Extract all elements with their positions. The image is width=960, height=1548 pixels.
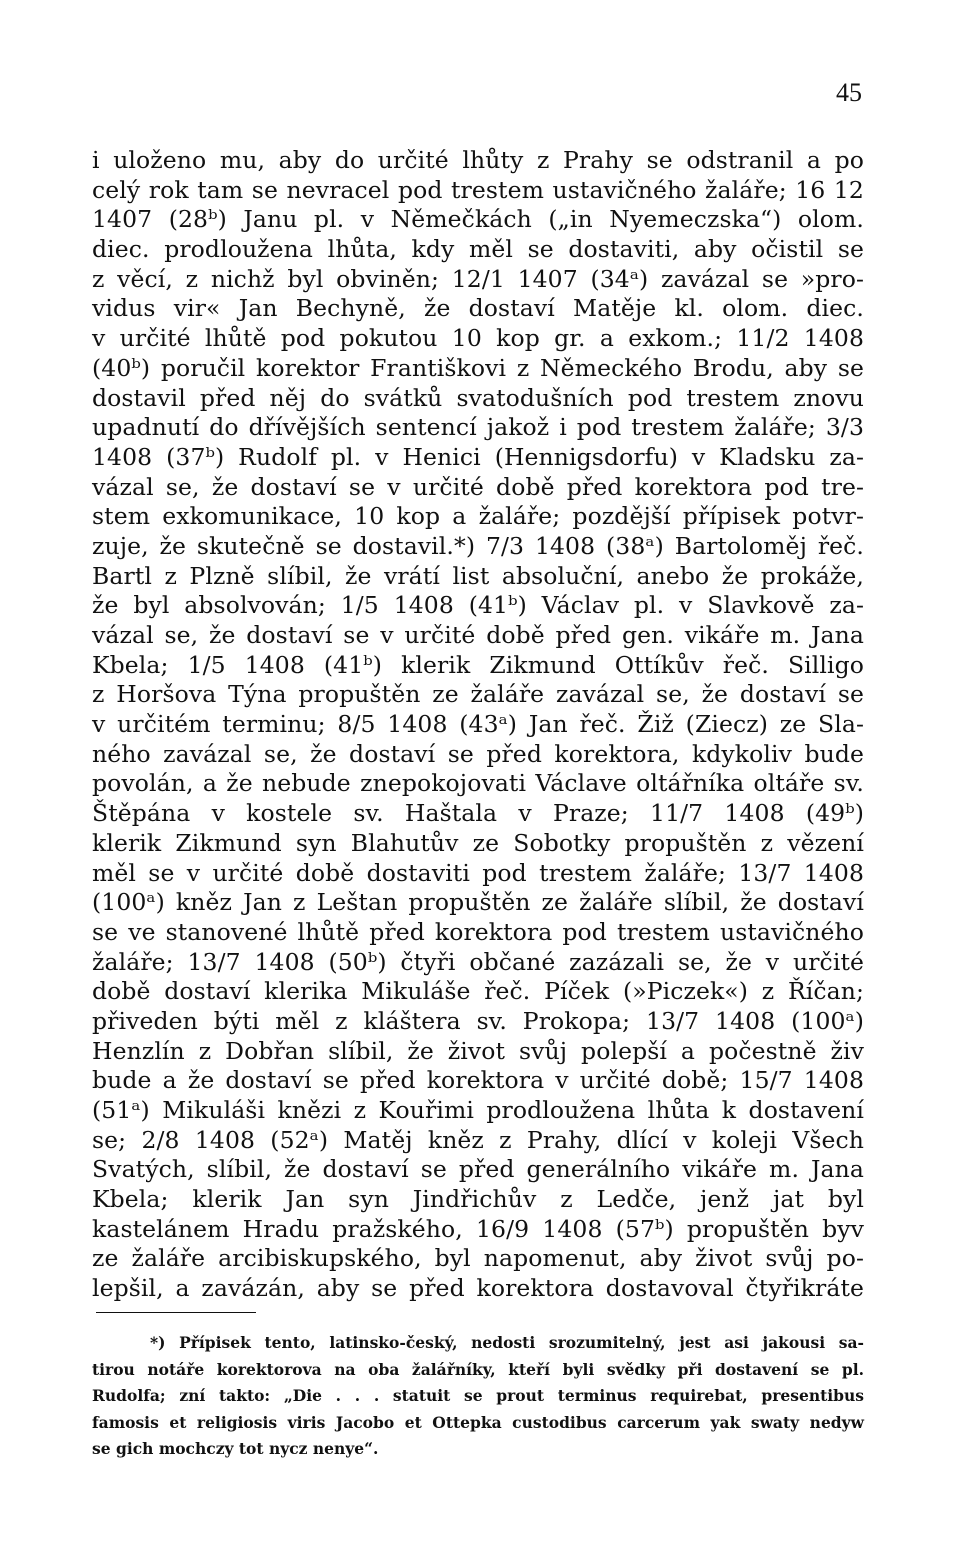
body-text-line: 1407 (28ᵇ) Janu pl. v Němečkách („in Nyemeczska“) olom.	[92, 205, 864, 234]
body-text-line: Kbela; 1/5 1408 (41ᵇ) klerik Zikmund Ottíkův řeč. Silligo	[92, 650, 864, 679]
body-text-line: kastelánem Hradu pražského, 16/9 1408 (57ᵇ) propuštěn byv	[92, 1214, 864, 1243]
body-text-line: Kbela; klerik Jan syn Jindřichův z Ledče, jenž jat byl	[92, 1185, 864, 1214]
footnote-line: famosis et religiosis viris Jacobo et Ottepka custodibus carcerum yak swaty nedyw	[92, 1412, 864, 1432]
body-text-line: žaláře; 13/7 1408 (50ᵇ) čtyři občané zazázali se, že v určité	[92, 947, 864, 976]
body-text-line: povolán, a že nebude znepokojovati Václave oltářníka oltáře sv.	[92, 769, 864, 798]
body-text-line: upadnutí do dřívějších sentencí jakož i pod trestem žaláře; 3/3	[92, 413, 864, 442]
footnote-line: Rudolfa; zní takto: „Die . . . statuit se prout terminus requirebat, presentibus	[92, 1386, 864, 1405]
footnote-line: *) Přípisek tento, latinsko-český, nedosti srozumitelný, jest asi jakousi sa-	[150, 1333, 864, 1352]
body-text-line: klerik Zikmund syn Blahutův ze Sobotky propuštěn z vězení	[92, 828, 864, 857]
body-text-line: vidus vir« Jan Bechyně, že dostaví Matěje kl. olom. diec.	[92, 294, 864, 323]
footnote	[92, 1330, 864, 1463]
footnote-line: se gich mochczy tot nycz nenye“.	[92, 1439, 379, 1458]
page-number: 45	[836, 78, 862, 107]
body-text-line: dostavil před něj do svátků svatodušních pod trestem znovu	[92, 383, 864, 412]
body-text-line: (51ᵃ) Mikuláši knězi z Kouřimi prodloužena lhůta k dostavení	[92, 1096, 864, 1124]
footnote-line: tirou notáře korektorova na oba žalářníky, kteří byli svědky při dostavení se pl.	[92, 1359, 864, 1379]
body-text-line: (40ᵇ) poručil korektor Františkovi z Německého Brodu, aby se	[92, 353, 864, 382]
body-text-line: z Horšova Týna propuštěn ze žaláře zavázal se, že dostaví se	[92, 680, 864, 709]
body-text-line: zuje, že skutečně se dostavil.*) 7/3 1408 (38ᵃ) Bartoloměj řeč.	[92, 531, 864, 560]
body-text-line: i uloženo mu, aby do určité lhůty z Prahy se odstranil a po	[92, 146, 864, 174]
body-text-line: že byl absolvován; 1/5 1408 (41ᵇ) Václav pl. v Slavkově za-	[92, 591, 864, 620]
body-text-line: stem exkomunikace, 10 kop a žaláře; pozdější přípisek potvr-	[92, 502, 864, 531]
body-text-line: lepšil, a zavázán, aby se před korektora dostavoval čtyřikráte	[92, 1274, 864, 1303]
body-text-line: celý rok tam se nevracel pod trestem ustavičného žaláře; 16 12	[92, 175, 864, 204]
body-text-line: 1408 (37ᵇ) Rudolf pl. v Henici (Hennigsdorfu) v Kladsku za-	[92, 442, 864, 471]
body-text-line: Bartl z Plzně slíbil, že vrátí list absoluční, anebo že prokáže,	[92, 561, 864, 590]
footnote-divider	[96, 1312, 256, 1313]
body-text	[92, 146, 864, 1304]
body-text-line: (100ᵃ) kněz Jan z Leštan propuštěn ze žaláře slíbil, že dostaví	[92, 888, 864, 917]
body-text-line: diec. prodloužena lhůta, kdy měl se dostaviti, aby očistil se	[92, 235, 864, 264]
body-text-line: přiveden býti měl z kláštera sv. Prokopa; 13/7 1408 (100ᵃ)	[92, 1006, 864, 1035]
body-text-line: době dostaví klerika Mikuláše řeč. Píček (»Piczek«) z Říčan;	[92, 977, 864, 1006]
body-text-line: Svatých, slíbil, že dostaví se před generálního vikáře m. Jana	[92, 1155, 864, 1184]
body-text-line: Henzlín z Dobřan slíbil, že život svůj polepší a počestně živ	[92, 1036, 864, 1065]
body-text-line: z věcí, z nichž byl obviněn; 12/1 1407 (34ᵃ) zavázal se »pro-	[92, 264, 864, 293]
body-text-line: ného zavázal se, že dostaví se před korektora, kdykoliv bude	[92, 739, 864, 768]
body-text-line: se; 2/8 1408 (52ᵃ) Matěj kněz z Prahy, dlící v koleji Všech	[92, 1125, 864, 1154]
body-text-line: vázal se, že dostaví se v určité době před gen. vikáře m. Jana	[92, 621, 864, 649]
body-text-line: se ve stanovené lhůtě před korektora pod trestem ustavičného	[92, 917, 864, 946]
body-text-line: v určité lhůtě pod pokutou 10 kop gr. a exkom.; 11/2 1408	[92, 324, 864, 353]
body-text-line: bude a že dostaví se před korektora v určité době; 15/7 1408	[92, 1066, 864, 1095]
body-text-line: měl se v určité době dostaviti pod trestem žaláře; 13/7 1408	[92, 858, 864, 887]
body-text-line: ze žaláře arcibiskupského, byl napomenut, aby život svůj po-	[92, 1244, 864, 1273]
body-text-line: v určitém terminu; 8/5 1408 (43ᵃ) Jan řeč. Žiž (Ziecz) ze Sla-	[92, 710, 864, 739]
body-text-line: vázal se, že dostaví se v určité době před korektora pod tre-	[92, 472, 864, 501]
body-text-line: Štěpána v kostele sv. Haštala v Praze; 11/7 1408 (49ᵇ)	[92, 799, 864, 828]
